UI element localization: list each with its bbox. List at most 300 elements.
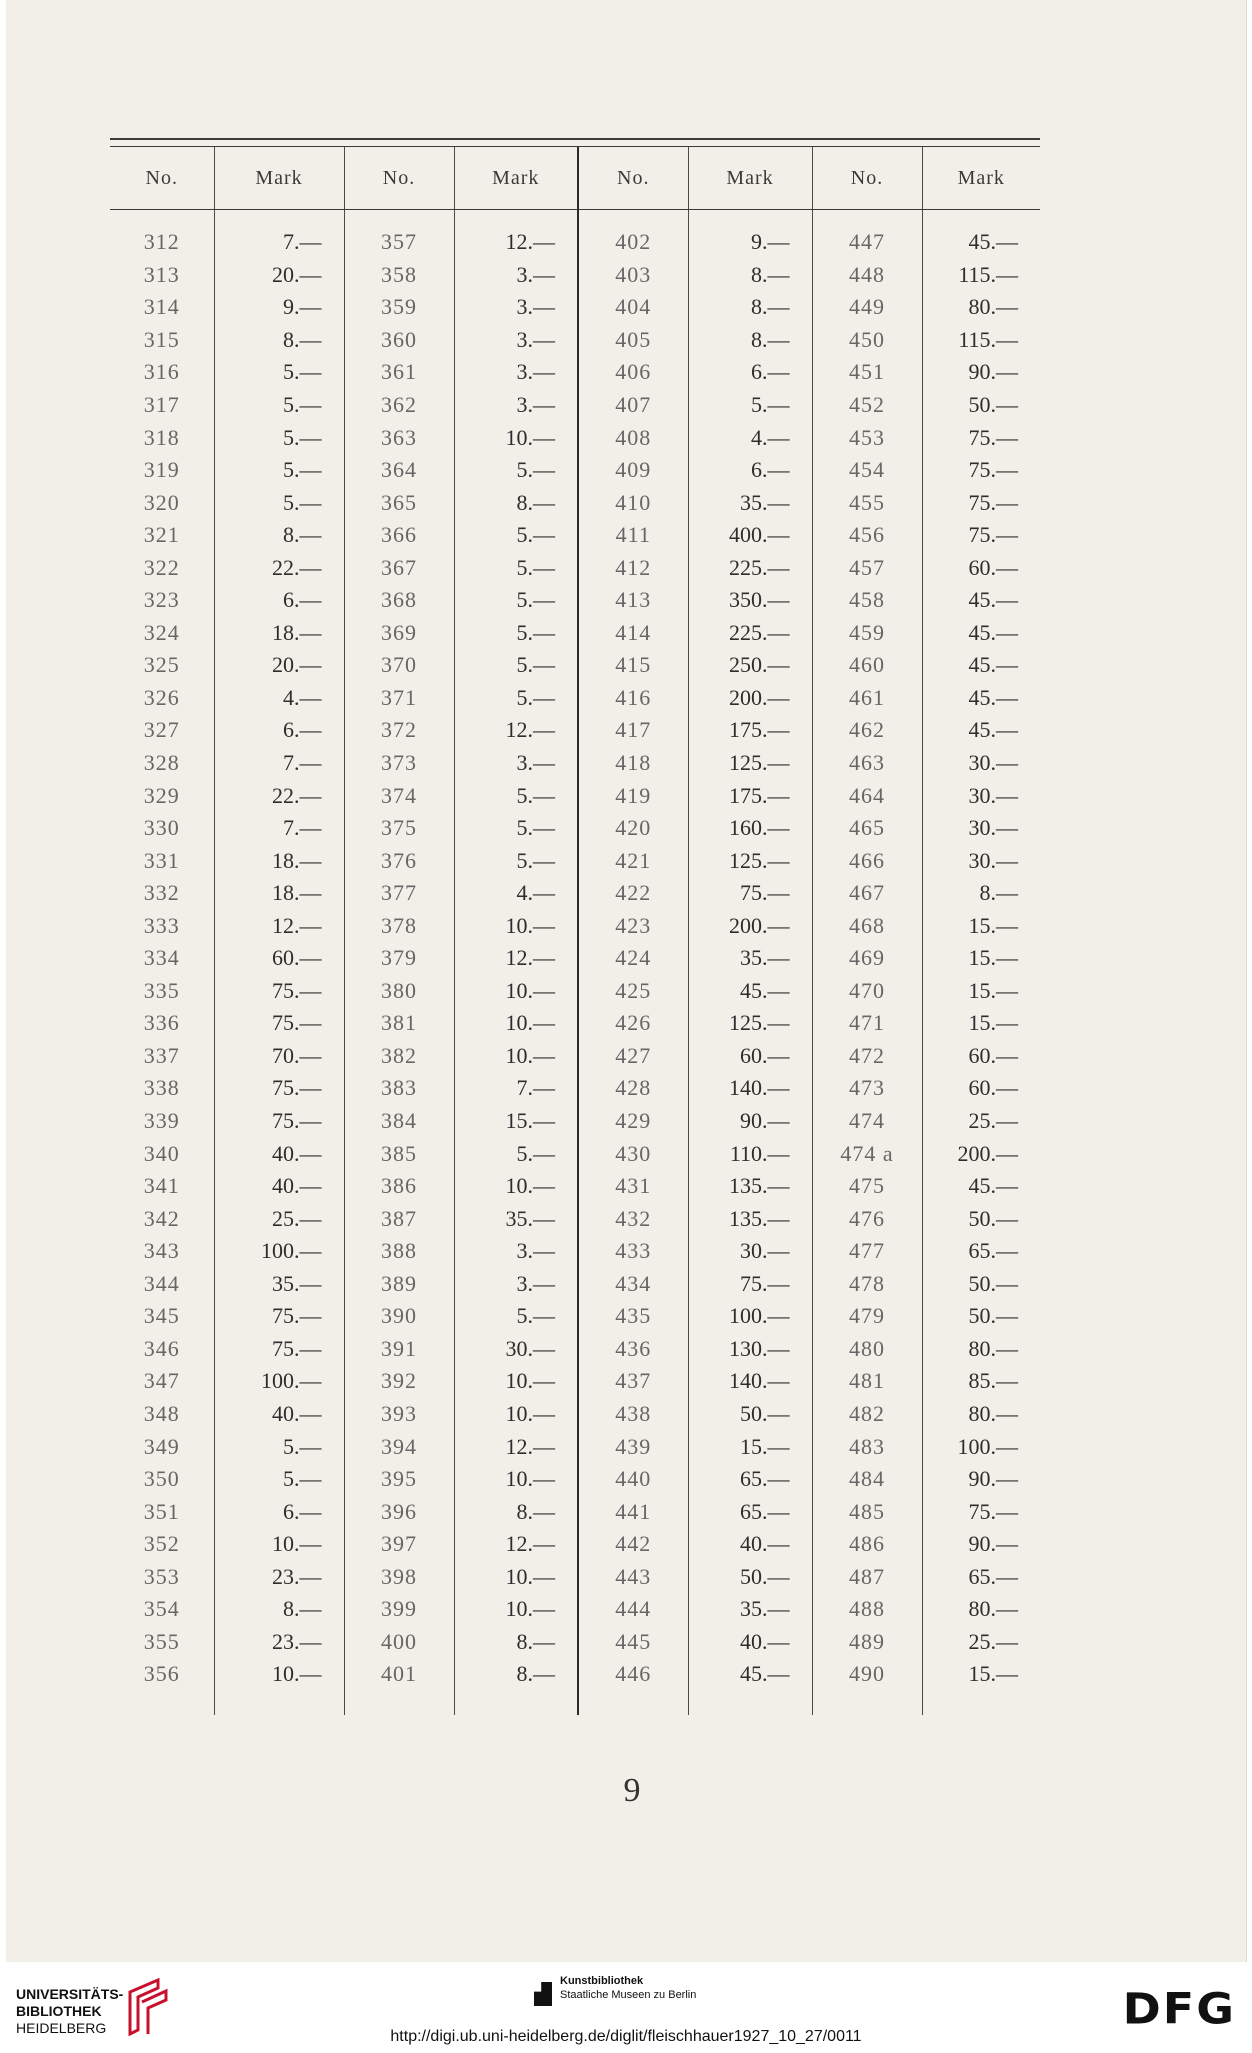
- cell-mark: 115.—: [922, 324, 1040, 357]
- cell-mark: 60.—: [922, 1040, 1040, 1073]
- cell-number: 417: [578, 714, 688, 747]
- cell-mark: 3.—: [454, 356, 578, 389]
- cell-number: 327: [143, 717, 180, 743]
- cell-mark: 3.—: [454, 324, 578, 357]
- cell-number: 399: [344, 1593, 454, 1626]
- cell-mark: 175.—: [688, 779, 812, 812]
- cell-number: 380: [344, 975, 454, 1008]
- cell-number: 337: [143, 1042, 180, 1068]
- cell-number: 416: [578, 682, 688, 715]
- cell-number: 345: [143, 1303, 180, 1329]
- cell-mark: 6.—: [214, 584, 344, 617]
- cell-mark: 10.—: [214, 1658, 344, 1691]
- spacer-cell: [922, 1691, 1040, 1715]
- cell-mark: 10.—: [454, 1040, 578, 1073]
- cell-number: 482: [812, 1398, 922, 1431]
- spacer-cell: [110, 1691, 214, 1715]
- table-row: [110, 1495, 1040, 1528]
- table-row: [110, 1235, 1040, 1268]
- cell-mark: 75.—: [214, 1105, 344, 1138]
- cell-mark: 15.—: [922, 942, 1040, 975]
- cell-number: 423: [578, 909, 688, 942]
- cell-mark: 50.—: [922, 1268, 1040, 1301]
- cell-mark: 15.—: [922, 1658, 1040, 1691]
- cell-mark: 5.—: [214, 454, 344, 487]
- cell-mark: 40.—: [214, 1170, 344, 1203]
- cell-mark: 400.—: [688, 519, 812, 552]
- spacer-cell: [812, 1691, 922, 1715]
- cell-mark: 60.—: [922, 551, 1040, 584]
- cell-number: 440: [578, 1463, 688, 1496]
- cell-number: 351: [143, 1498, 180, 1524]
- cell-mark: 80.—: [922, 291, 1040, 324]
- cell-number: 316: [143, 359, 180, 385]
- cell-mark: 5.—: [454, 617, 578, 650]
- table-row: [110, 1333, 1040, 1366]
- cell-number: 407: [578, 389, 688, 422]
- cell-mark: 140.—: [688, 1365, 812, 1398]
- cell-number: 360: [344, 324, 454, 357]
- cell-number: 390: [344, 1300, 454, 1333]
- cell-mark: 9.—: [214, 291, 344, 324]
- cell-mark: 22.—: [214, 551, 344, 584]
- table-row: [110, 1430, 1040, 1463]
- price-list-table: [110, 147, 1040, 1715]
- cell-mark: 18.—: [214, 844, 344, 877]
- cell-mark: 8.—: [688, 291, 812, 324]
- cell-mark: 50.—: [922, 1300, 1040, 1333]
- cell-number: 443: [578, 1560, 688, 1593]
- cell-number: 326: [143, 684, 180, 710]
- source-url-link[interactable]: http://digi.ub.uni-heidelberg.de/diglit/fleischhauer1927_10_27/0011: [390, 2028, 862, 2045]
- table-row: [110, 1398, 1040, 1431]
- cell-number: 478: [812, 1268, 922, 1301]
- spacer-cell: [578, 210, 688, 227]
- cell-mark: 65.—: [922, 1560, 1040, 1593]
- cell-number: 356: [143, 1661, 180, 1687]
- cell-mark: 20.—: [214, 649, 344, 682]
- cell-mark: 30.—: [922, 844, 1040, 877]
- cell-mark: 4.—: [214, 682, 344, 715]
- cell-mark: 5.—: [214, 421, 344, 454]
- cell-number: 319: [143, 457, 180, 483]
- table-header-row: [110, 147, 1040, 210]
- cell-mark: 75.—: [214, 1007, 344, 1040]
- cell-number: 346: [143, 1335, 180, 1361]
- cell-mark: 45.—: [922, 584, 1040, 617]
- cell-number: 369: [344, 617, 454, 650]
- cell-number: 458: [812, 584, 922, 617]
- kunstbibliothek-logo: [534, 1974, 696, 2002]
- cell-number: 395: [344, 1463, 454, 1496]
- cell-mark: 75.—: [214, 1072, 344, 1105]
- cell-number: 455: [812, 486, 922, 519]
- cell-mark: 5.—: [454, 649, 578, 682]
- header-mark: Mark: [214, 147, 344, 210]
- cell-number: 359: [344, 291, 454, 324]
- cell-mark: 50.—: [688, 1398, 812, 1431]
- cell-number: 332: [143, 880, 180, 906]
- header-no: No.: [812, 147, 922, 210]
- table-row: [110, 1300, 1040, 1333]
- table-row: [110, 1528, 1040, 1561]
- table-row: [110, 877, 1040, 910]
- table-row: [110, 747, 1040, 780]
- cell-number: 462: [812, 714, 922, 747]
- cell-number: 489: [812, 1626, 922, 1659]
- cell-number: 487: [812, 1560, 922, 1593]
- cell-mark: 5.—: [214, 356, 344, 389]
- cell-number: 483: [812, 1430, 922, 1463]
- cell-number: 490: [812, 1658, 922, 1691]
- cell-number: 331: [143, 847, 180, 873]
- cell-mark: 10.—: [454, 1398, 578, 1431]
- cell-number: 354: [143, 1596, 180, 1622]
- cell-mark: 5.—: [454, 812, 578, 845]
- cell-number: 435: [578, 1300, 688, 1333]
- cell-mark: 15.—: [454, 1105, 578, 1138]
- cell-number: 321: [143, 522, 180, 548]
- cell-mark: 18.—: [214, 617, 344, 650]
- cell-number: 485: [812, 1495, 922, 1528]
- table-row: [110, 356, 1040, 389]
- cell-number: 469: [812, 942, 922, 975]
- cell-mark: 6.—: [688, 454, 812, 487]
- cell-number: 397: [344, 1528, 454, 1561]
- table-row: [110, 714, 1040, 747]
- cell-mark: 225.—: [688, 617, 812, 650]
- cell-number: 450: [812, 324, 922, 357]
- cell-mark: 60.—: [922, 1072, 1040, 1105]
- cell-number: 330: [143, 815, 180, 841]
- cell-mark: 3.—: [454, 1235, 578, 1268]
- cell-mark: 12.—: [454, 226, 578, 259]
- cell-mark: 75.—: [922, 486, 1040, 519]
- cell-mark: 75.—: [922, 454, 1040, 487]
- cell-mark: 75.—: [214, 975, 344, 1008]
- cell-number: 385: [344, 1137, 454, 1170]
- cell-mark: 350.—: [688, 584, 812, 617]
- cell-number: 366: [344, 519, 454, 552]
- cell-number: 429: [578, 1105, 688, 1138]
- cell-number: 424: [578, 942, 688, 975]
- cell-mark: 50.—: [922, 389, 1040, 422]
- spacer-cell: [344, 210, 454, 227]
- table-row: [110, 389, 1040, 422]
- cell-mark: 8.—: [214, 324, 344, 357]
- cell-mark: 45.—: [922, 226, 1040, 259]
- cell-mark: 90.—: [922, 1528, 1040, 1561]
- cell-mark: 8.—: [454, 1495, 578, 1528]
- cell-number: 384: [344, 1105, 454, 1138]
- cell-mark: 10.—: [454, 1463, 578, 1496]
- cell-mark: 15.—: [922, 1007, 1040, 1040]
- cell-number: 461: [812, 682, 922, 715]
- cell-mark: 65.—: [922, 1235, 1040, 1268]
- cell-number: 418: [578, 747, 688, 780]
- cell-mark: 90.—: [922, 1463, 1040, 1496]
- cell-mark: 75.—: [214, 1333, 344, 1366]
- cell-number: 445: [578, 1626, 688, 1659]
- cell-number: 318: [143, 424, 180, 450]
- kb-logo-line: Kunstbibliothek: [560, 1975, 644, 1987]
- cell-number: 466: [812, 844, 922, 877]
- spacer-cell: [214, 210, 344, 227]
- cell-mark: 5.—: [454, 1300, 578, 1333]
- cell-mark: 30.—: [922, 779, 1040, 812]
- cell-number: 358: [344, 259, 454, 292]
- cell-number: 438: [578, 1398, 688, 1431]
- cell-number: 488: [812, 1593, 922, 1626]
- cell-number: 446: [578, 1658, 688, 1691]
- cell-number: 454: [812, 454, 922, 487]
- cell-mark: 5.—: [688, 389, 812, 422]
- cell-number: 471: [812, 1007, 922, 1040]
- spacer-cell: [110, 210, 214, 227]
- cell-number: 415: [578, 649, 688, 682]
- cell-number: 374: [344, 779, 454, 812]
- cell-mark: 5.—: [454, 779, 578, 812]
- cell-number: 463: [812, 747, 922, 780]
- cell-mark: 110.—: [688, 1137, 812, 1170]
- table-row: [110, 1040, 1040, 1073]
- cell-mark: 135.—: [688, 1170, 812, 1203]
- table-spacer-row: [110, 210, 1040, 227]
- spacer-cell: [344, 1691, 454, 1715]
- cell-mark: 75.—: [688, 877, 812, 910]
- cell-number: 322: [143, 554, 180, 580]
- cell-mark: 225.—: [688, 551, 812, 584]
- cell-number: 460: [812, 649, 922, 682]
- cell-mark: 12.—: [454, 942, 578, 975]
- cell-number: 410: [578, 486, 688, 519]
- cell-number: 329: [143, 782, 180, 808]
- cell-number: 414: [578, 617, 688, 650]
- cell-number: 419: [578, 779, 688, 812]
- cell-number: 464: [812, 779, 922, 812]
- cell-mark: 35.—: [688, 942, 812, 975]
- table-row: [110, 779, 1040, 812]
- cell-mark: 25.—: [214, 1202, 344, 1235]
- cell-number: 401: [344, 1658, 454, 1691]
- cell-mark: 100.—: [688, 1300, 812, 1333]
- cell-number: 333: [143, 912, 180, 938]
- cell-mark: 5.—: [214, 1430, 344, 1463]
- cell-mark: 3.—: [454, 747, 578, 780]
- cell-number: 377: [344, 877, 454, 910]
- cell-number: 453: [812, 421, 922, 454]
- cell-number: 449: [812, 291, 922, 324]
- cell-mark: 12.—: [214, 909, 344, 942]
- cell-number: 328: [143, 750, 180, 776]
- cell-mark: 45.—: [922, 649, 1040, 682]
- cell-number: 484: [812, 1463, 922, 1496]
- ub-logo-line: BIBLIOTHEK: [16, 2003, 102, 2019]
- cell-number: 459: [812, 617, 922, 650]
- cell-mark: 135.—: [688, 1202, 812, 1235]
- cell-number: 405: [578, 324, 688, 357]
- cell-number: 409: [578, 454, 688, 487]
- cell-mark: 30.—: [922, 747, 1040, 780]
- cell-mark: 40.—: [688, 1528, 812, 1561]
- cell-mark: 8.—: [214, 519, 344, 552]
- table-row: [110, 454, 1040, 487]
- cell-number: 314: [143, 294, 180, 320]
- cell-mark: 35.—: [214, 1268, 344, 1301]
- cell-mark: 40.—: [688, 1626, 812, 1659]
- cell-mark: 70.—: [214, 1040, 344, 1073]
- cell-number: 398: [344, 1560, 454, 1593]
- cell-number: 433: [578, 1235, 688, 1268]
- cell-number: 465: [812, 812, 922, 845]
- cell-number: 467: [812, 877, 922, 910]
- cell-mark: 15.—: [922, 975, 1040, 1008]
- table-row: [110, 682, 1040, 715]
- cell-number: 396: [344, 1495, 454, 1528]
- table-row: [110, 1365, 1040, 1398]
- cell-mark: 7.—: [214, 226, 344, 259]
- cell-number: 479: [812, 1300, 922, 1333]
- spacer-cell: [922, 210, 1040, 227]
- cell-mark: 5.—: [214, 486, 344, 519]
- cell-number: 428: [578, 1072, 688, 1105]
- cell-mark: 25.—: [922, 1105, 1040, 1138]
- cell-mark: 80.—: [922, 1333, 1040, 1366]
- cell-number: 334: [143, 945, 180, 971]
- cell-number: 350: [143, 1466, 180, 1492]
- cell-number: 387: [344, 1202, 454, 1235]
- cell-number: 340: [143, 1140, 180, 1166]
- cell-number: 481: [812, 1365, 922, 1398]
- table-row: [110, 1626, 1040, 1659]
- cell-mark: 100.—: [214, 1365, 344, 1398]
- cell-number: 393: [344, 1398, 454, 1431]
- cell-mark: 10.—: [454, 1007, 578, 1040]
- cell-number: 408: [578, 421, 688, 454]
- header-no: No.: [578, 147, 688, 210]
- cell-mark: 10.—: [454, 1365, 578, 1398]
- cell-mark: 100.—: [214, 1235, 344, 1268]
- cell-mark: 15.—: [922, 909, 1040, 942]
- cell-mark: 8.—: [454, 486, 578, 519]
- dfg-logo: DFG: [1122, 1984, 1236, 2034]
- cell-mark: 10.—: [454, 1593, 578, 1626]
- cell-number: 381: [344, 1007, 454, 1040]
- table-row: [110, 421, 1040, 454]
- cell-number: 382: [344, 1040, 454, 1073]
- cell-number: 420: [578, 812, 688, 845]
- header-no: No.: [110, 147, 214, 210]
- cell-mark: 90.—: [688, 1105, 812, 1138]
- cell-mark: 7.—: [454, 1072, 578, 1105]
- cell-mark: 45.—: [922, 617, 1040, 650]
- cell-mark: 80.—: [922, 1593, 1040, 1626]
- cell-number: 413: [578, 584, 688, 617]
- cell-mark: 200.—: [688, 682, 812, 715]
- cell-mark: 5.—: [454, 844, 578, 877]
- cell-mark: 12.—: [454, 1430, 578, 1463]
- cell-number: 451: [812, 356, 922, 389]
- table-row: [110, 226, 1040, 259]
- table-row: [110, 1202, 1040, 1235]
- table-row: [110, 1105, 1040, 1138]
- cell-number: 363: [344, 421, 454, 454]
- spacer-cell: [812, 210, 922, 227]
- cell-number: 436: [578, 1333, 688, 1366]
- cell-mark: 4.—: [454, 877, 578, 910]
- cell-mark: 5.—: [454, 519, 578, 552]
- table-row: [110, 909, 1040, 942]
- cell-number: 437: [578, 1365, 688, 1398]
- cell-mark: 60.—: [688, 1040, 812, 1073]
- cell-mark: 140.—: [688, 1072, 812, 1105]
- cell-number: 364: [344, 454, 454, 487]
- cell-number: 421: [578, 844, 688, 877]
- spacer-cell: [578, 1691, 688, 1715]
- cell-mark: 125.—: [688, 747, 812, 780]
- cell-number: 442: [578, 1528, 688, 1561]
- cell-mark: 45.—: [922, 682, 1040, 715]
- cell-mark: 5.—: [214, 389, 344, 422]
- cell-number: 335: [143, 977, 180, 1003]
- cell-mark: 125.—: [688, 1007, 812, 1040]
- cell-mark: 4.—: [688, 421, 812, 454]
- cell-number: 339: [143, 1108, 180, 1134]
- table-row: [110, 844, 1040, 877]
- cell-number: 342: [143, 1205, 180, 1231]
- cell-number: 355: [143, 1628, 180, 1654]
- cell-number: 389: [344, 1268, 454, 1301]
- cell-number: 336: [143, 1010, 180, 1036]
- cell-number: 426: [578, 1007, 688, 1040]
- cell-number: 320: [143, 489, 180, 515]
- cell-mark: 12.—: [454, 1528, 578, 1561]
- cell-number: 391: [344, 1333, 454, 1366]
- cell-mark: 3.—: [454, 291, 578, 324]
- cell-mark: 35.—: [688, 486, 812, 519]
- cell-number: 341: [143, 1173, 180, 1199]
- cell-mark: 3.—: [454, 259, 578, 292]
- cell-number: 473: [812, 1072, 922, 1105]
- table-row: [110, 812, 1040, 845]
- spacer-cell: [688, 210, 812, 227]
- cell-mark: 5.—: [214, 1463, 344, 1496]
- cell-mark: 160.—: [688, 812, 812, 845]
- cell-mark: 65.—: [688, 1495, 812, 1528]
- cell-mark: 40.—: [214, 1398, 344, 1431]
- cell-number: 383: [344, 1072, 454, 1105]
- cell-number: 388: [344, 1235, 454, 1268]
- cell-mark: 45.—: [688, 975, 812, 1008]
- cell-mark: 10.—: [454, 421, 578, 454]
- cell-number: 432: [578, 1202, 688, 1235]
- cell-mark: 75.—: [922, 421, 1040, 454]
- cell-number: 362: [344, 389, 454, 422]
- cell-number: 447: [812, 226, 922, 259]
- table-row: [110, 551, 1040, 584]
- cell-number: 480: [812, 1333, 922, 1366]
- cell-number: 378: [344, 909, 454, 942]
- cell-mark: 23.—: [214, 1560, 344, 1593]
- cell-number: 404: [578, 291, 688, 324]
- cell-mark: 75.—: [922, 519, 1040, 552]
- cell-number: 315: [143, 326, 180, 352]
- cell-number: 324: [143, 619, 180, 645]
- cell-number: 431: [578, 1170, 688, 1203]
- cell-mark: 80.—: [922, 1398, 1040, 1431]
- cell-number: 400: [344, 1626, 454, 1659]
- cell-mark: 75.—: [922, 1495, 1040, 1528]
